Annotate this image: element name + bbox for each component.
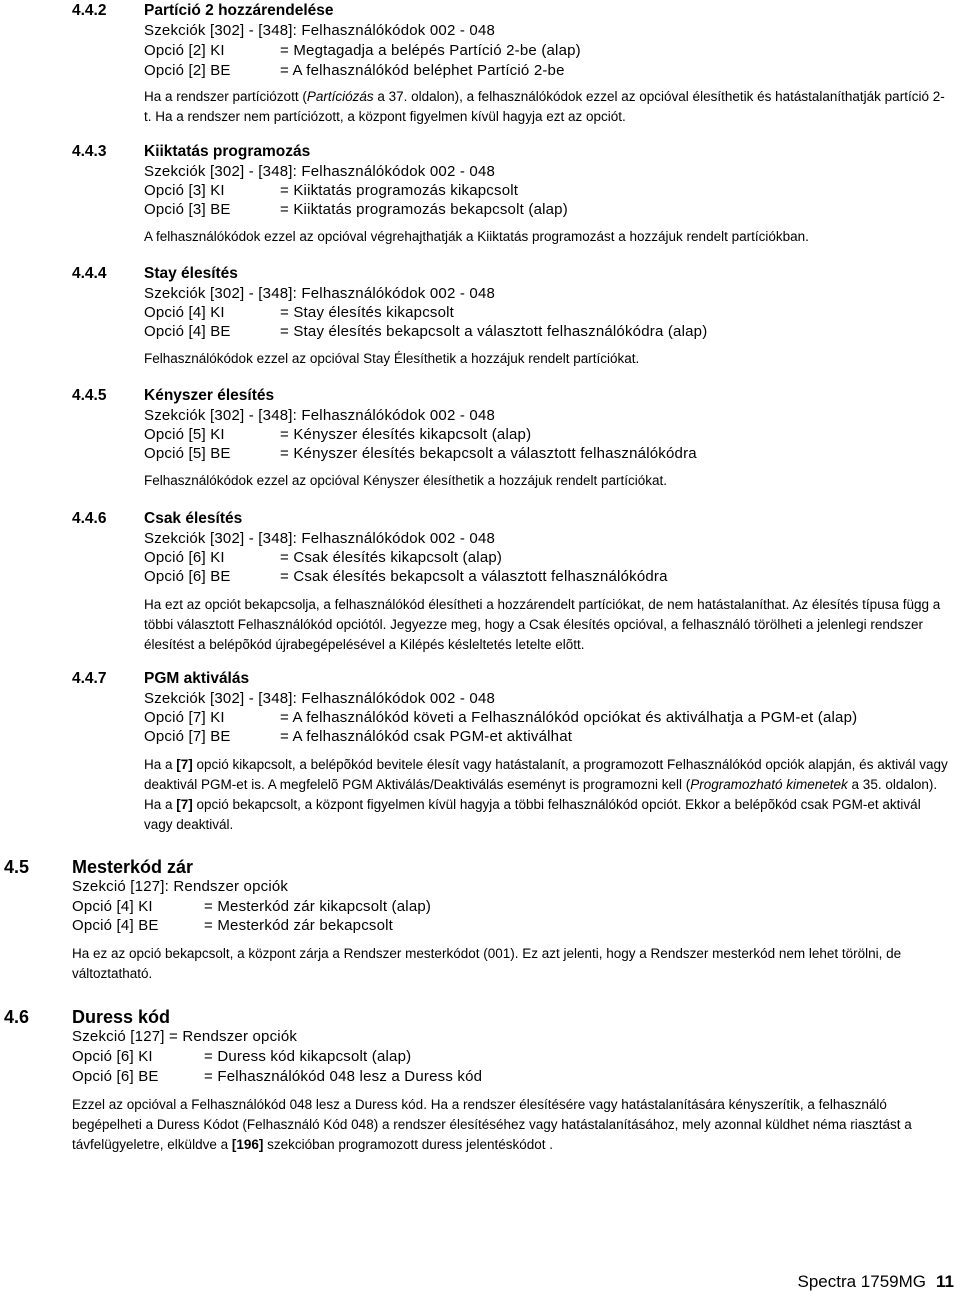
option-row-off — [144, 182, 518, 200]
option-row-off — [72, 1048, 411, 1066]
section-range: Szekció [127] = Rendszer opciók — [72, 1028, 298, 1045]
page-number: 11 — [936, 1272, 954, 1291]
option-row-off — [72, 898, 431, 916]
option-label: Opció [3] BE — [144, 201, 231, 218]
section-range: Szekció [127]: Rendszer opciók — [72, 878, 289, 895]
section-description: Ha ezt az opciót bekapcsolja, a felhasználókód élesítheti a hozzárendelt partíciókat, de nem hatástalaníthat. Az élesítés típusa függ a többi választott Felhasználókód opciótól. Jegyezze meg, hogy a Csak élesítés opcióval, a felhasználó törölheti a jelenlegi rendszer élesítést a belépõkód újrabegépelésével a Kilépés késleltetés letelte elõtt. — [144, 597, 941, 652]
option-label: Opció [3] KI — [144, 182, 225, 199]
option-row-on — [144, 445, 697, 463]
option-value: = Csak élesítés bekapcsolt a választott felhasználókódra — [280, 568, 668, 585]
section-title: Mesterkód zár — [72, 857, 194, 877]
option-row-on — [144, 62, 565, 80]
option-row-on — [144, 568, 668, 586]
option-label: Opció [6] BE — [144, 568, 231, 585]
section-title: Stay élesítés — [144, 265, 238, 282]
option-label: Opció [6] KI — [72, 1048, 153, 1065]
option-value: = Felhasználókód 048 lesz a Duress kód — [204, 1068, 483, 1085]
section-number: 4.4.2 — [72, 2, 107, 19]
option-row-off — [144, 42, 581, 60]
section-number: 4.4.7 — [72, 670, 107, 687]
option-value: = Megtagadja a belépés Partíció 2-be (alap) — [280, 42, 581, 59]
section-range: Szekciók [302] - [348]: Felhasználókódok 002 - 048 — [144, 163, 496, 180]
option-label: Opció [7] BE — [144, 728, 231, 745]
option-label: Opció [4] BE — [144, 323, 231, 340]
option-value: = Stay élesítés bekapcsolt a választott felhasználókódra (alap) — [280, 323, 708, 340]
option-label: Opció [4] KI — [72, 898, 153, 915]
section-number: 4.5 — [4, 857, 30, 877]
section-description: Felhasználókódok ezzel az opcióval Stay Élesíthetik a hozzájuk rendelt partíciókat. — [144, 351, 640, 366]
option-row-on — [144, 201, 568, 219]
option-row-on — [72, 917, 393, 935]
option-value: = Csak élesítés kikapcsolt (alap) — [280, 549, 503, 566]
option-row-off — [144, 304, 454, 322]
option-label: Opció [6] BE — [72, 1068, 159, 1085]
option-row-off — [144, 549, 502, 567]
option-row-on — [144, 728, 572, 746]
section-number: 4.4.4 — [72, 265, 107, 282]
option-value: = Kényszer élesítés kikapcsolt (alap) — [280, 426, 532, 443]
option-row-off — [144, 709, 857, 727]
section-title: Duress kód — [72, 1007, 171, 1027]
option-value: = Mesterkód zár kikapcsolt (alap) — [204, 898, 432, 915]
option-label: Opció [7] KI — [144, 709, 225, 726]
option-value: = A felhasználókód követi a Felhasználókód opciókat és aktiválhatja a PGM-et (alap) — [280, 709, 858, 726]
option-value: = A felhasználókód csak PGM-et aktiválhat — [280, 728, 573, 745]
section-description: Ha ez az opció bekapcsolt, a központ zárja a Rendszer mesterkódot (001). Ez azt jelenti, hogy a Rendszer mesterkód nem lehet törölni, de változtatható. — [72, 946, 902, 981]
section-number: 4.4.3 — [72, 143, 107, 160]
option-value: = Kiiktatás programozás kikapcsolt — [280, 182, 519, 199]
section-number: 4.6 — [4, 1007, 30, 1027]
section-description: A felhasználókódok ezzel az opcióval végrehajthatják a Kiiktatás programozást a hozzájuk rendelt partíciókban. — [144, 229, 809, 244]
option-value: = Kiiktatás programozás bekapcsolt (alap) — [280, 201, 568, 218]
option-value: = A felhasználókód beléphet Partíció 2-be — [280, 62, 565, 79]
section-description: Ha a rendszer partíciózott (Partíciózás a 37. oldalon), a felhasználókódok ezzel az opcióval élesíthetik és hatástalaníthatják partíció 2-t. Ha a rendszer nem partíciózott, a központ figyelmen kívül hagyja ezt az opciót. — [144, 89, 945, 124]
section-number: 4.4.6 — [72, 510, 107, 527]
section-range: Szekciók [302] - [348]: Felhasználókódok 002 - 048 — [144, 690, 496, 707]
option-value: = Kényszer élesítés bekapcsolt a választott felhasználókódra — [280, 445, 697, 462]
option-value: = Stay élesítés kikapcsolt — [280, 304, 455, 321]
section-title: Partíció 2 hozzárendelése — [144, 2, 334, 19]
section-description: Ha a [7] opció kikapcsolt, a belépõkód bevitele élesít vagy hatástalanít, a programozott Felhasználókód opciók alapján, és aktivál vagy deaktivál PGM-et is. A megfelelõ PGM Aktiválás/Deaktiválás eseményt is programozni kell (Programozható kimenetek a 35. oldalon). Ha a [7] opció bekapcsolt, a központ figyelmen kívül hagyja a többi felhasználókód opciót. Ekkor a belépõkód csak PGM-et aktivál vagy deaktivál. — [144, 757, 948, 832]
section-title: Kiiktatás programozás — [144, 143, 311, 160]
section-description: Felhasználókódok ezzel az opcióval Kényszer élesíthetik a hozzájuk rendelt partíciókat. — [144, 473, 668, 488]
section-range: Szekciók [302] - [348]: Felhasználókódok 002 - 048 — [144, 22, 496, 39]
option-row-off — [144, 426, 531, 444]
option-label: Opció [5] BE — [144, 445, 231, 462]
option-label: Opció [5] KI — [144, 426, 225, 443]
section-title: PGM aktiválás — [144, 670, 250, 687]
option-value: = Duress kód kikapcsolt (alap) — [204, 1048, 412, 1065]
option-label: Opció [2] KI — [144, 42, 225, 59]
option-label: Opció [2] BE — [144, 62, 231, 79]
section-range: Szekciók [302] - [348]: Felhasználókódok 002 - 048 — [144, 285, 496, 302]
option-label: Opció [4] BE — [72, 917, 159, 934]
section-title: Csak élesítés — [144, 510, 243, 527]
option-row-on — [72, 1068, 482, 1086]
option-label: Opció [6] KI — [144, 549, 225, 566]
section-range: Szekciók [302] - [348]: Felhasználókódok 002 - 048 — [144, 407, 496, 424]
product-name: Spectra 1759MG — [797, 1272, 927, 1291]
page-footer — [798, 1272, 955, 1292]
option-label: Opció [4] KI — [144, 304, 225, 321]
section-number: 4.4.5 — [72, 387, 107, 404]
option-value: = Mesterkód zár bekapcsolt — [204, 917, 394, 934]
section-description: Ezzel az opcióval a Felhasználókód 048 lesz a Duress kód. Ha a rendszer élesítésére vagy hatástalanítására kényszerítik, a felhasználó begépelheti a Duress Kódot (Felhasználó Kód 048) a rendszer élesítéséhez vagy hatástalanításához, mely azonnal küldhet néma riasztást a távfelügyeletre, elküldve a [196] szekcióban programozott duress jelentéskódot . — [72, 1097, 912, 1152]
section-title: Kényszer élesítés — [144, 387, 275, 404]
option-row-on — [144, 323, 707, 341]
section-range: Szekciók [302] - [348]: Felhasználókódok 002 - 048 — [144, 530, 496, 547]
